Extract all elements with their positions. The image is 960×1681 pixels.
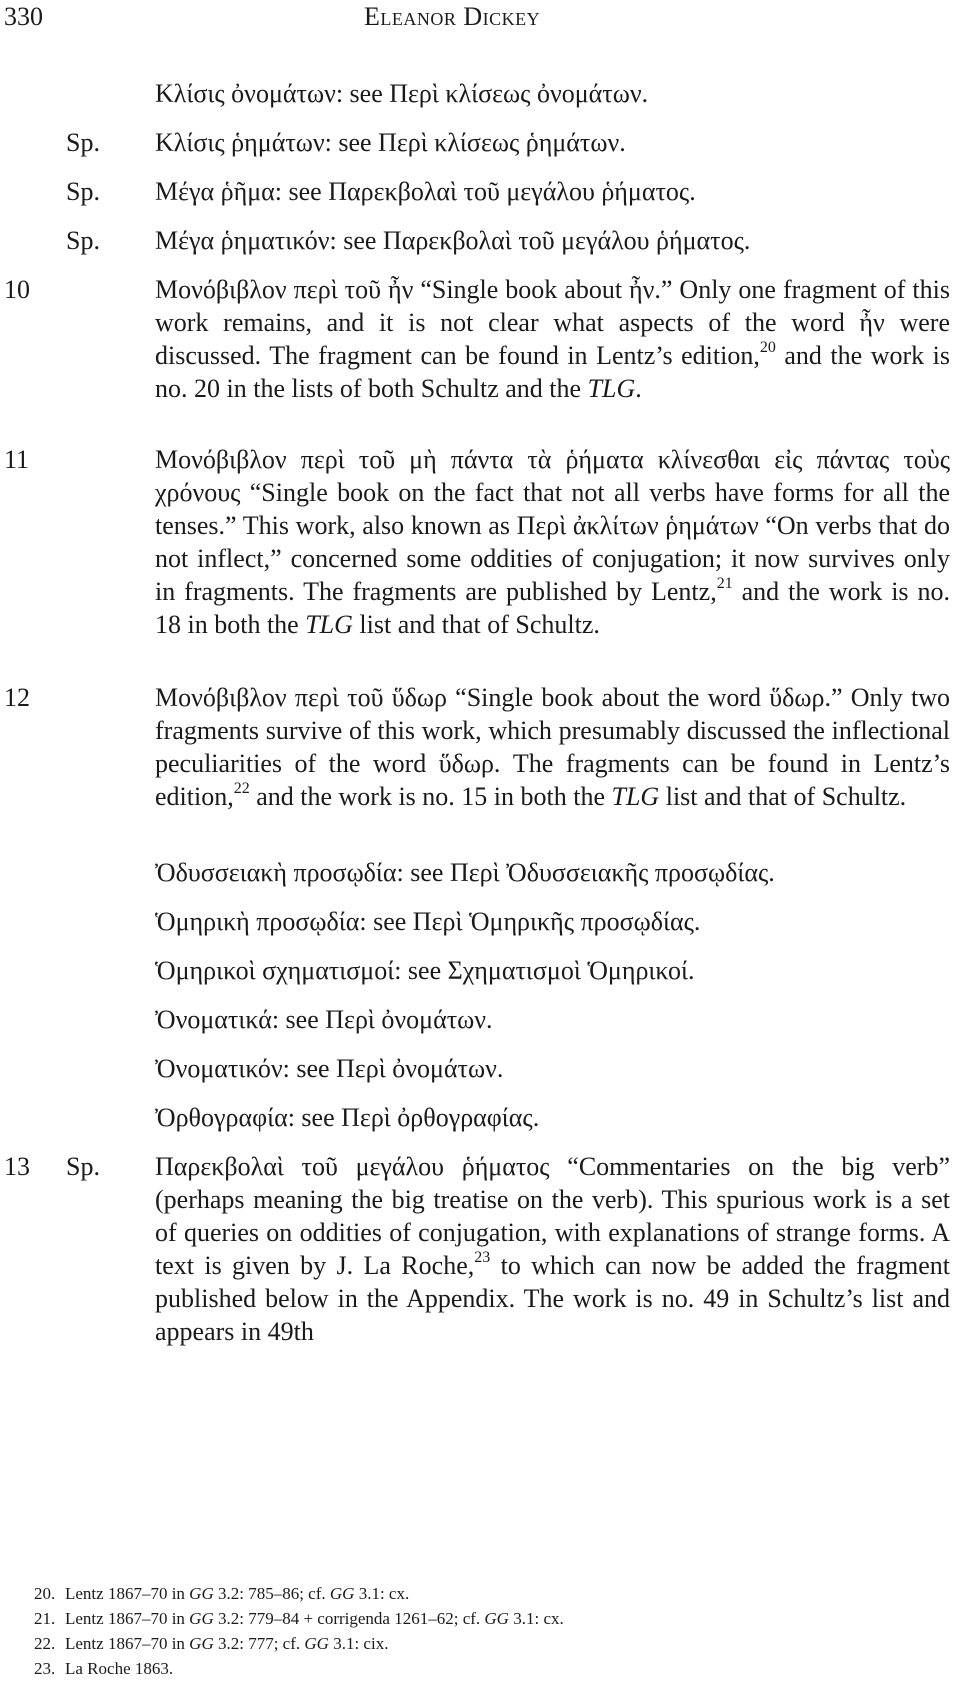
entry-text: Ὀνοματικόν: see Περὶ ὀνομάτων. [155, 1054, 504, 1083]
footnote: 20. Lentz 1867–70 in GG 3.2: 785–86; cf. GG 3.1: cx. [34, 1584, 410, 1603]
spurious-marker: Sp. [66, 226, 100, 255]
footnote: 23. La Roche 1863. [34, 1659, 174, 1678]
spurious-marker: Sp. [66, 1152, 100, 1181]
entry-text: Μέγα ῥῆμα: see Παρεκβολαὶ τοῦ μεγάλου ῥήματος. [155, 177, 696, 206]
entry-number: 11 [4, 445, 30, 474]
entry-number: 12 [4, 683, 30, 712]
footnote-ref[interactable]: 20 [759, 339, 776, 356]
entry-text: Ὀρθογραφία: see Περὶ ὀρθογραφίας. [155, 1103, 540, 1132]
entry-text: Ὀνοματικά: see Περὶ ὀνομάτων. [155, 1005, 493, 1034]
entry-text: Ὁμηρικοὶ σχηματισμοί: see Σχηματισμοὶ Ὁμηρικοί. [155, 956, 695, 985]
footnote-ref[interactable]: 22 [233, 780, 250, 797]
spurious-marker: Sp. [66, 177, 100, 206]
entry-text: Μονόβιβλον περὶ τοῦ μὴ πάντα τὰ ῥήματα κλίνεσθαι εἰς πάντας τοὺς χρόνους “Single book on the fact that not all verbs have forms for all the tenses.” This work, also known as Περὶ ἀκλίτων ῥημάτων “On verbs that do not inflect,” concerned some oddities of conjugation; it now survives only in fragments. The fragments are published by Lentz,$^{21}$ and the work is no. 18 in both the TLG list and that of Schultz. [155, 445, 950, 639]
entry-number: 10 [4, 275, 30, 304]
running-head: Eleanor Dickey [364, 2, 541, 31]
footnote-ref[interactable]: 23 [474, 1249, 491, 1266]
footnote-ref[interactable]: 21 [716, 575, 733, 592]
entry-text: Ὁμηρικὴ προσῳδία: see Περὶ Ὁμηρικῆς προσῳδίας. [155, 907, 701, 936]
entry-text: Παρεκβολαὶ τοῦ μεγάλου ῥήματος “Commentaries on the big verb” (perhaps meaning the big treatise on the verb). This spurious work is a set of queries on oddities of conjugation, with explanations of strange forms. A text is given by J. La Roche,$^{23}$ to which can now be added the fragment published below in the Appendix. The work is no. 49 in Schultz’s list and appears in 49th [155, 1152, 950, 1346]
entry-text: Ὀδυσσειακὴ προσῳδία: see Περὶ Ὀδυσσειακῆς προσῳδίας. [155, 858, 775, 887]
footnotes [34, 1581, 934, 1681]
entry-text: Μονόβιβλον περὶ τοῦ ὕδωρ “Single book about the word ὕδωρ.” Only two fragments survive of this work, which presumably discussed the inflectional peculiarities of the word ὕδωρ. The fragments can be found in Lentz’s edition,$^{22}$ and the work is no. 15 in both the TLG list and that of Schultz. [155, 683, 950, 811]
footnote: 21. Lentz 1867–70 in GG 3.2: 779–84 + corrigenda 1261–62; cf. GG 3.1: cx. [34, 1609, 564, 1628]
entry-text: Μέγα ῥηματικόν: see Παρεκβολαὶ τοῦ μεγάλου ῥήματος. [155, 226, 751, 255]
footnote: 22. Lentz 1867–70 in GG 3.2: 777; cf. GG 3.1: cix. [34, 1634, 389, 1653]
entry-text: Κλίσις ῥημάτων: see Περὶ κλίσεως ῥημάτων. [155, 128, 626, 157]
entry-text: Μονόβιβλον περὶ τοῦ ἦν “Single book about ἦν.” Only one fragment of this work remains, and it is not clear what aspects of the word ἦν were discussed. The fragment can be found in Lentz’s edition,$^{20}$ and the work is no. 20 in the lists of both Schultz and the TLG. [155, 275, 950, 403]
spurious-marker: Sp. [66, 128, 100, 157]
entry-text: Κλίσις ὀνομάτων: see Περὶ κλίσεως ὀνομάτων. [155, 79, 649, 108]
page-number: 330 [4, 2, 43, 31]
entry-number: 13 [4, 1152, 30, 1181]
